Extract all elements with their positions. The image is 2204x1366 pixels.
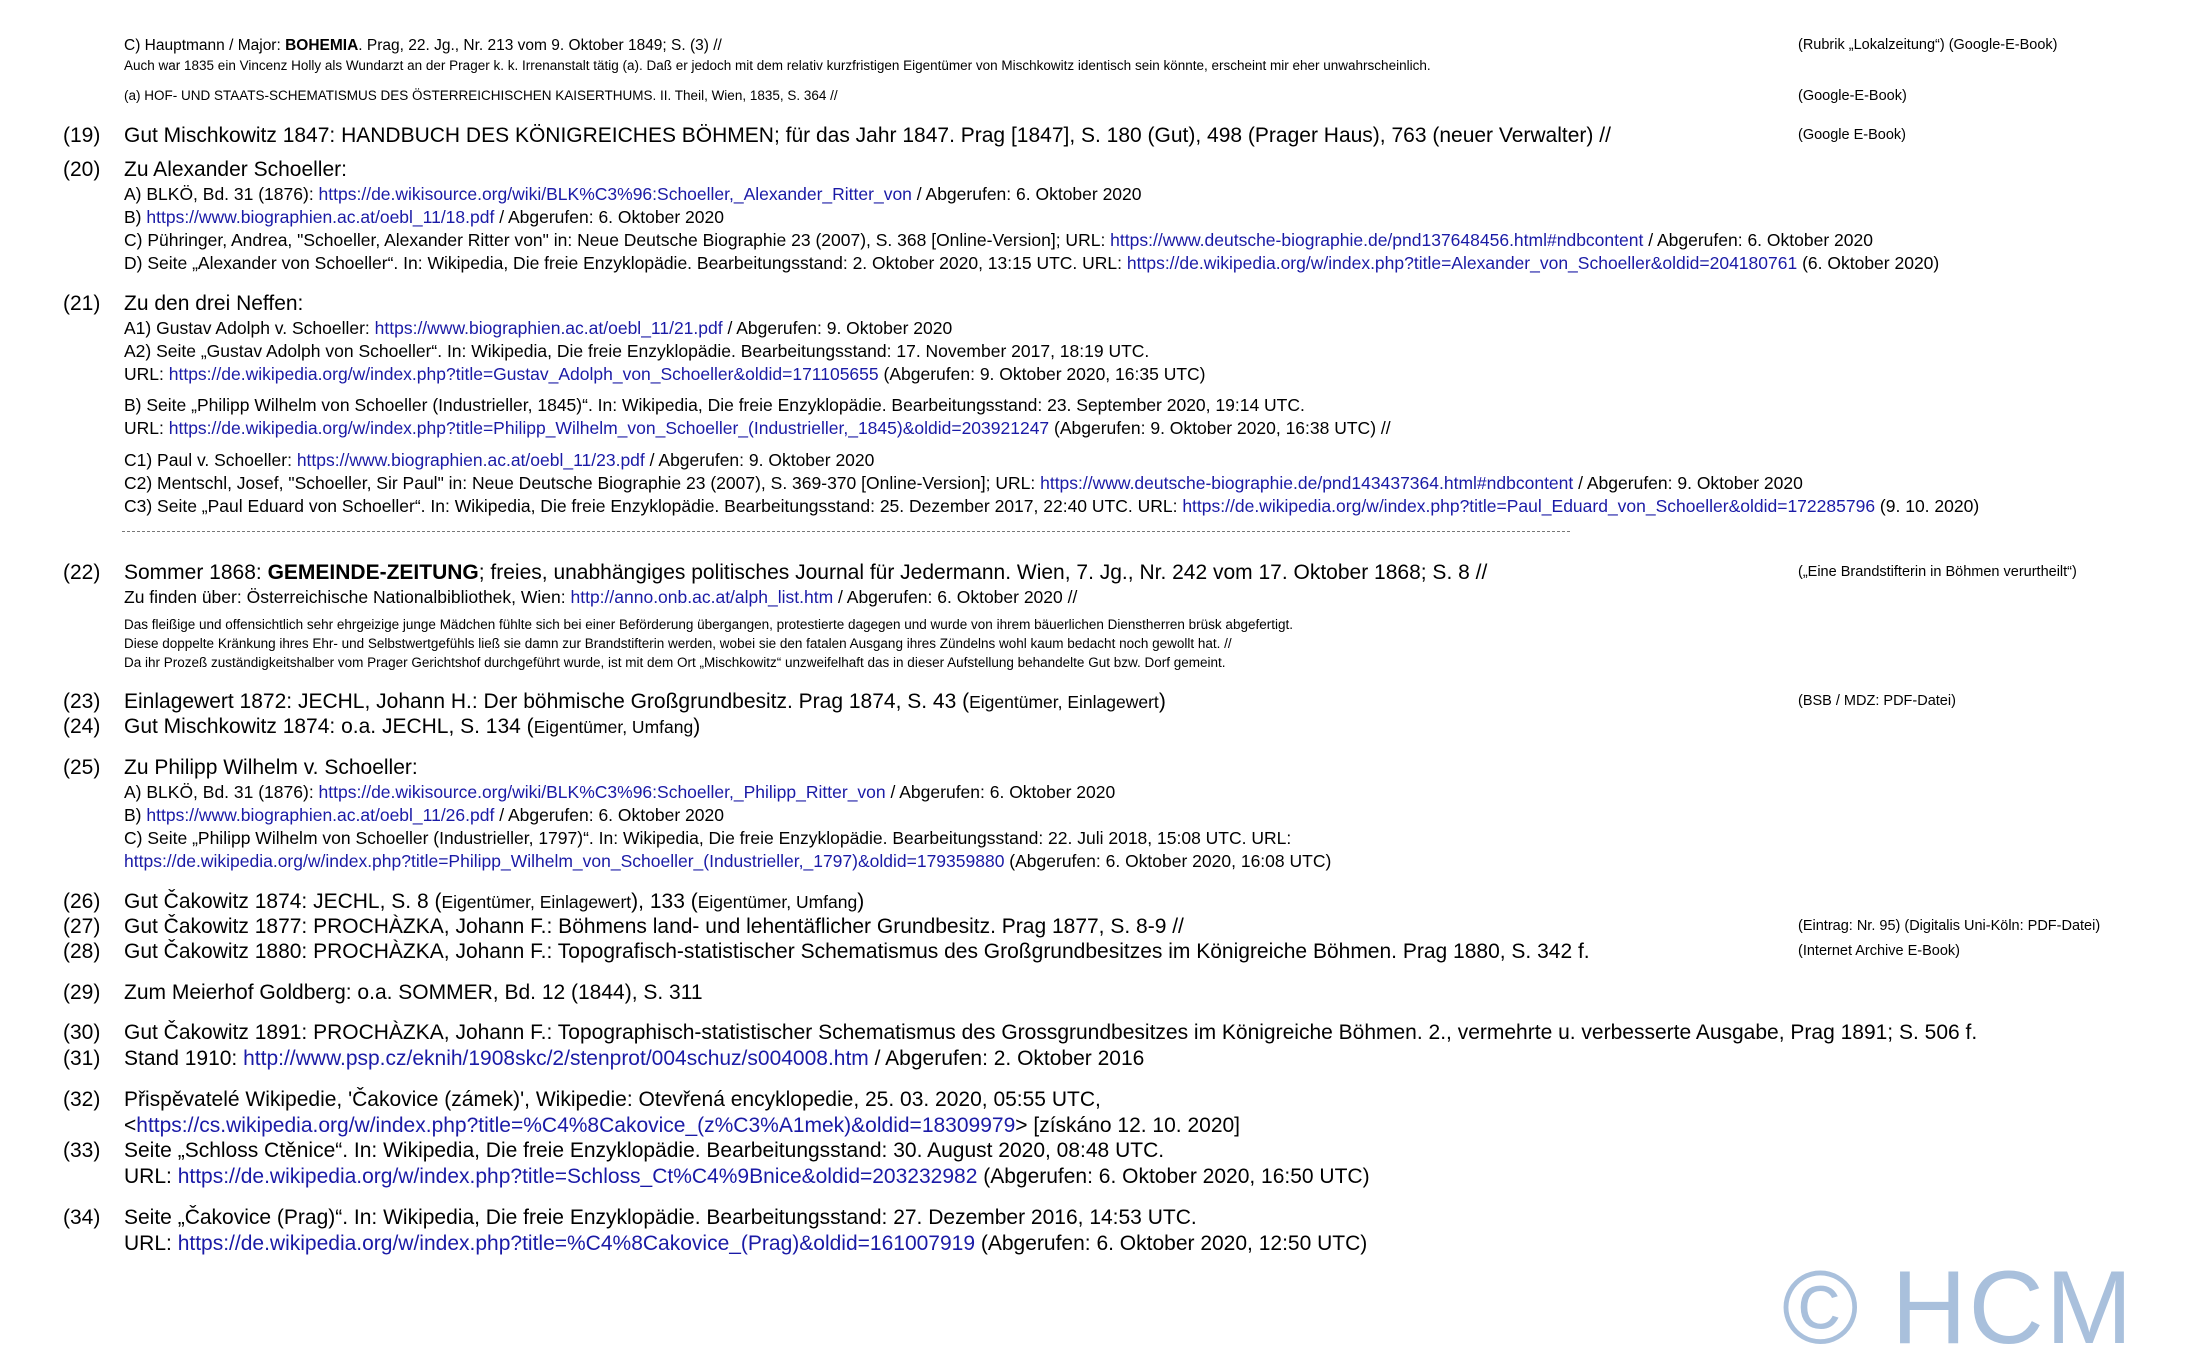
text: B) bbox=[124, 207, 147, 227]
note-text: Da ihr Prozeß zuständigkeitshalber vom Prager Gerichtshof durchgeführt wurde, ist mit dem Ort „Mischkowitz“ unzweifelhaft das in dieser Aufstellung behandelte Gut bzw. Dorf gemeint. bbox=[124, 655, 1226, 670]
link[interactable]: https://www.biographien.ac.at/oebl_11/21.pdf bbox=[374, 318, 723, 338]
text: URL: bbox=[124, 418, 169, 438]
ref-22-text bbox=[124, 561, 1487, 585]
ref-21-heading: Zu den drei Neffen: bbox=[124, 292, 304, 315]
ref-number: (23) bbox=[63, 690, 101, 713]
link[interactable]: https://de.wikisource.org/wiki/BLK%C3%96:Schoeller,_Alexander_Ritter_von bbox=[318, 184, 912, 204]
text: C2) Mentschl, Josef, "Schoeller, Sir Paul" in: Neue Deutsche Biographie 23 (2007), S. 369-370 [Online-Version]; URL: bbox=[124, 473, 1041, 493]
link[interactable]: https://www.deutsche-biographie.de/pnd137648456.html#ndbcontent bbox=[1110, 230, 1644, 250]
text: A1) Gustav Adolph v. Schoeller: bbox=[124, 318, 375, 338]
text: / Abgerufen: 6. Oktober 2020 bbox=[1643, 230, 1873, 250]
text: . Prag, 22. Jg., Nr. 213 vom 9. Oktober 1849; S. (3) // bbox=[358, 37, 722, 54]
link[interactable]: https://www.biographien.ac.at/oebl_11/18.pdf bbox=[146, 207, 495, 227]
link[interactable]: https://de.wikipedia.org/w/index.php?title=%C4%8Cakovice_(Prag)&oldid=161007919 bbox=[177, 1232, 976, 1255]
ref-34-text: Seite „Čakovice (Prag)“. In: Wikipedia, Die freie Enzyklopädie. Bearbeitungsstand: 27. Dezember 2016, 14:53 UTC. bbox=[124, 1206, 1197, 1229]
text: / Abgerufen: 6. Oktober 2020 bbox=[494, 805, 724, 825]
ref-number: (32) bbox=[63, 1088, 101, 1111]
text: < bbox=[124, 1114, 137, 1137]
footnote-a: (a) HOF- UND STAATS-SCHEMATISMUS DES ÖSTERREICHISCHEN KAISERTHUMS. II. Theil, Wien, 1835, S. 364 // bbox=[124, 88, 838, 103]
source-note: (Google-E-Book) bbox=[1798, 88, 1907, 104]
text: URL: bbox=[124, 1165, 178, 1188]
link[interactable]: https://de.wikipedia.org/w/index.php?title=Alexander_von_Schoeller&oldid=204180761 bbox=[1126, 253, 1798, 273]
bold-title: BOHEMIA bbox=[285, 37, 359, 54]
ref-number: (28) bbox=[63, 940, 101, 963]
source-note: (BSB / MDZ: PDF-Datei) bbox=[1798, 693, 1956, 709]
text: / Abgerufen: 9. Oktober 2020 bbox=[722, 318, 953, 338]
ref-number: (21) bbox=[63, 292, 101, 315]
ref-number: (33) bbox=[63, 1139, 101, 1162]
ref-21c2 bbox=[124, 473, 1803, 494]
text: Eigentümer, Umfang bbox=[697, 892, 858, 912]
text: / Abgerufen: 6. Oktober 2020 bbox=[494, 207, 724, 227]
text: / Abgerufen: 6. Oktober 2020 // bbox=[833, 587, 1078, 607]
text: URL: bbox=[124, 364, 169, 384]
ref-20d bbox=[124, 253, 1939, 274]
link[interactable]: https://de.wikipedia.org/w/index.php?title=Schloss_Ct%C4%9Bnice&oldid=203232982 bbox=[177, 1165, 978, 1188]
text: Einlagewert 1872: JECHL, Johann H.: Der böhmische Großgrundbesitz. Prag 1874, S. 43 ( bbox=[124, 690, 970, 713]
note-text: Diese doppelte Kränkung ihres Ehr- und Selbstwertgefühls ließ sie damn zur Brandstifterin werden, wobei sie den fatalen Ausgang ihres Zündelns wohl kaum bedacht noch gewollt hat. // bbox=[124, 636, 1232, 651]
ref-number: (19) bbox=[63, 124, 101, 147]
ref-28-text: Gut Čakowitz 1880: PROCHÀZKA, Johann F.: Topografisch-statistischer Schematismus des Großgrundbesitzes im Königreiche Böhmen. Prag 1880, S. 342 f. bbox=[124, 940, 1590, 963]
ref-33-url bbox=[124, 1165, 1370, 1189]
ref-number: (25) bbox=[63, 756, 101, 779]
ref-21a2-url bbox=[124, 364, 1205, 385]
text: ), 133 ( bbox=[631, 890, 698, 913]
text: (Abgerufen: 6. Oktober 2020, 12:50 UTC) bbox=[975, 1232, 1368, 1255]
link[interactable]: https://de.wikisource.org/wiki/BLK%C3%96:Schoeller,_Philipp_Ritter_von bbox=[318, 782, 886, 802]
ref-34-url bbox=[124, 1232, 1367, 1256]
text: Zu finden über: Österreichische Nationalbibliothek, Wien: bbox=[124, 587, 571, 607]
text: (Abgerufen: 6. Oktober 2020, 16:08 UTC) bbox=[1004, 851, 1332, 871]
text: ; freies, unabhängiges politisches Journal für Jedermann. Wien, 7. Jg., Nr. 242 vom 17. Oktober 1868; S. 8 // bbox=[478, 561, 1488, 584]
ref-33-text: Seite „Schloss Ctěnice“. In: Wikipedia, Die freie Enzyklopädie. Bearbeitungsstand: 30. August 2020, 08:48 UTC. bbox=[124, 1139, 1165, 1162]
ref-21b: B) Seite „Philipp Wilhelm von Schoeller (Industrieller, 1845)“. In: Wikipedia, Die freie Enzyklopädie. Bearbeitungsstand: 23. September 2020, 19:14 UTC. bbox=[124, 395, 1305, 415]
text: Eigentümer, Einlagewert bbox=[441, 892, 632, 912]
ref-21c1 bbox=[124, 450, 874, 471]
bold-title: GEMEINDE-ZEITUNG bbox=[267, 561, 479, 584]
text: ) bbox=[857, 890, 865, 913]
ref-25c: C) Seite „Philipp Wilhelm von Schoeller (Industrieller, 1797)“. In: Wikipedia, Die freie Enzyklopädie. Bearbeitungsstand: 22. Juli 2018, 15:08 UTC. URL: bbox=[124, 828, 1292, 848]
text: Gut Čakowitz 1874: JECHL, S. 8 ( bbox=[124, 890, 442, 913]
link[interactable]: https://de.wikipedia.org/w/index.php?title=Gustav_Adolph_von_Schoeller&oldid=171105655 bbox=[168, 364, 879, 384]
text: (Abgerufen: 9. Oktober 2020, 16:35 UTC) bbox=[878, 364, 1206, 384]
ref-20b bbox=[124, 207, 724, 228]
link[interactable]: https://de.wikipedia.org/w/index.php?title=Paul_Eduard_von_Schoeller&oldid=172285796 bbox=[1182, 496, 1876, 516]
ref-25b bbox=[124, 805, 724, 826]
link[interactable]: https://www.deutsche-biographie.de/pnd143437364.html#ndbcontent bbox=[1040, 473, 1574, 493]
text: C) Pühringer, Andrea, "Schoeller, Alexander Ritter von" in: Neue Deutsche Biographie 23 (2007), S. 368 [Online-Version]; URL: bbox=[124, 230, 1111, 250]
source-note: („Eine Brandstifterin in Böhmen verurtheilt“) bbox=[1798, 564, 2077, 580]
source-note: (Internet Archive E-Book) bbox=[1798, 943, 1960, 959]
text: ) bbox=[1158, 690, 1166, 713]
ref-number: (30) bbox=[63, 1021, 101, 1044]
link[interactable]: http://www.psp.cz/eknih/1908skc/2/stenprot/004schuz/s004008.htm bbox=[243, 1047, 869, 1070]
text: > [získáno 12. 10. 2020] bbox=[1015, 1114, 1241, 1137]
ref-number: (20) bbox=[63, 158, 101, 181]
text: Gut Mischkowitz 1874: o.a. JECHL, S. 134 ( bbox=[124, 715, 534, 738]
ref-number: (26) bbox=[63, 890, 101, 913]
source-note: (Google E-Book) bbox=[1798, 127, 1906, 143]
note-text: Auch war 1835 ein Vincenz Holly als Wundarzt an der Prager k. k. Irrenanstalt tätig (a). Daß er jedoch mit dem relativ kurzfristigen Eigentümer von Mischkowitz identisch sein könnte, erscheint mir eher unwahrscheinlich. bbox=[124, 58, 1431, 73]
link[interactable]: http://anno.onb.ac.at/alph_list.htm bbox=[570, 587, 834, 607]
text: / Abgerufen: 9. Oktober 2020 bbox=[1573, 473, 1803, 493]
citation-c-bohemia bbox=[124, 37, 722, 55]
ref-23-text bbox=[124, 690, 1166, 714]
text: / Abgerufen: 6. Oktober 2020 bbox=[911, 184, 1142, 204]
ref-26-text bbox=[124, 890, 864, 914]
source-note: (Rubrik „Lokalzeitung“) (Google-E-Book) bbox=[1798, 37, 2058, 53]
link[interactable]: https://www.biographien.ac.at/oebl_11/23.pdf bbox=[296, 450, 645, 470]
ref-number: (34) bbox=[63, 1206, 101, 1229]
source-note: (Eintrag: Nr. 95) (Digitalis Uni-Köln: PDF-Datei) bbox=[1798, 918, 2101, 934]
link[interactable]: https://de.wikipedia.org/w/index.php?title=Philipp_Wilhelm_von_Schoeller_(Industrieller,_1797)&oldid=179359880 bbox=[124, 851, 1005, 871]
ref-21b-url bbox=[124, 418, 1391, 439]
ref-22-find bbox=[124, 587, 1077, 608]
text: (6. Oktober 2020) bbox=[1797, 253, 1940, 273]
text: / Abgerufen: 9. Oktober 2020 bbox=[644, 450, 875, 470]
ref-21a1 bbox=[124, 318, 952, 339]
ref-25c-url bbox=[124, 851, 1331, 872]
text: ) bbox=[693, 715, 701, 738]
ref-21a2: A2) Seite „Gustav Adolph von Schoeller“. In: Wikipedia, Die freie Enzyklopädie. Bearbeitungsstand: 17. November 2017, 18:19 UTC. bbox=[124, 341, 1150, 361]
link[interactable]: https://cs.wikipedia.org/w/index.php?title=%C4%8Cakovice_(z%C3%A1mek)&oldid=18309979 bbox=[136, 1114, 1016, 1137]
text: (Abgerufen: 9. Oktober 2020, 16:38 UTC) // bbox=[1049, 418, 1391, 438]
ref-20-heading: Zu Alexander Schoeller: bbox=[124, 158, 347, 181]
text: C) Hauptmann / Major: bbox=[124, 37, 286, 54]
ref-number: (31) bbox=[63, 1047, 101, 1070]
text: C3) Seite „Paul Eduard von Schoeller“. In: Wikipedia, Die freie Enzyklopädie. Bearbeitungsstand: 25. Dezember 2017, 22:40 UTC. URL: bbox=[124, 496, 1183, 516]
ref-32-text: Přispěvatelé Wikipedie, 'Čakovice (zámek)', Wikipedie: Otevřená encyklopedie, 25. 03. 2020, 05:55 UTC, bbox=[124, 1088, 1101, 1111]
text: URL: bbox=[124, 1232, 178, 1255]
note-text: Das fleißige und offensichtlich sehr ehrgeizige junge Mädchen fühlte sich bei einer Beförderung übergangen, protestierte dagegen und wurde von ihrem bäuerlichen Dienstherren brüsk abgefertigt. bbox=[124, 617, 1293, 632]
ref-number: (27) bbox=[63, 915, 101, 938]
text: (Abgerufen: 6. Oktober 2020, 16:50 UTC) bbox=[977, 1165, 1370, 1188]
ref-31-text bbox=[124, 1047, 1144, 1071]
text: Eigentümer, Einlagewert bbox=[969, 692, 1159, 712]
ref-20c bbox=[124, 230, 1873, 251]
ref-29-text: Zum Meierhof Goldberg: o.a. SOMMER, Bd. 12 (1844), S. 311 bbox=[124, 981, 703, 1004]
ref-number: (24) bbox=[63, 715, 101, 738]
ref-25a bbox=[124, 782, 1115, 803]
text: C1) Paul v. Schoeller: bbox=[124, 450, 297, 470]
ref-24-text bbox=[124, 715, 700, 739]
link[interactable]: https://de.wikipedia.org/w/index.php?title=Philipp_Wilhelm_von_Schoeller_(Industrieller,_1845)&oldid=203921247 bbox=[168, 418, 1050, 438]
ref-19-text: Gut Mischkowitz 1847: HANDBUCH DES KÖNIGREICHES BÖHMEN; für das Jahr 1847. Prag [1847], S. 180 (Gut), 498 (Prager Haus), 763 (neuer Verwalter) // bbox=[124, 124, 1611, 147]
hcm-watermark: © HCM bbox=[1782, 1250, 2135, 1366]
text: / Abgerufen: 6. Oktober 2020 bbox=[885, 782, 1116, 802]
text: A) BLKÖ, Bd. 31 (1876): bbox=[124, 782, 319, 802]
divider bbox=[122, 531, 1570, 532]
text: Sommer 1868: bbox=[124, 561, 268, 584]
text: / Abgerufen: 2. Oktober 2016 bbox=[868, 1047, 1145, 1070]
link[interactable]: https://www.biographien.ac.at/oebl_11/26.pdf bbox=[146, 805, 495, 825]
ref-number: (29) bbox=[63, 981, 101, 1004]
ref-20a bbox=[124, 184, 1142, 205]
ref-25-heading: Zu Philipp Wilhelm v. Schoeller: bbox=[124, 756, 418, 779]
ref-27-text: Gut Čakowitz 1877: PROCHÀZKA, Johann F.: Böhmens land- und lehentäflicher Grundbesitz. Prag 1877, S. 8-9 // bbox=[124, 915, 1184, 938]
text: D) Seite „Alexander von Schoeller“. In: Wikipedia, Die freie Enzyklopädie. Bearbeitungsstand: 2. Oktober 2020, 13:15 UTC. URL: bbox=[124, 253, 1127, 273]
ref-21c3 bbox=[124, 496, 1979, 517]
ref-number: (22) bbox=[63, 561, 101, 584]
text: Stand 1910: bbox=[124, 1047, 244, 1070]
text: Eigentümer, Umfang bbox=[533, 717, 694, 737]
text: B) bbox=[124, 805, 147, 825]
text: A) BLKÖ, Bd. 31 (1876): bbox=[124, 184, 319, 204]
ref-32-url bbox=[124, 1114, 1240, 1138]
ref-30-text: Gut Čakowitz 1891: PROCHÀZKA, Johann F.: Topographisch-statistischer Schematismus des Grossgrundbesitzes im Königreiche Böhmen. 2., vermehrte u. verbesserte Ausgabe, Prag 1891; S. 506 f. bbox=[124, 1021, 1978, 1044]
text: (9. 10. 2020) bbox=[1875, 496, 1980, 516]
